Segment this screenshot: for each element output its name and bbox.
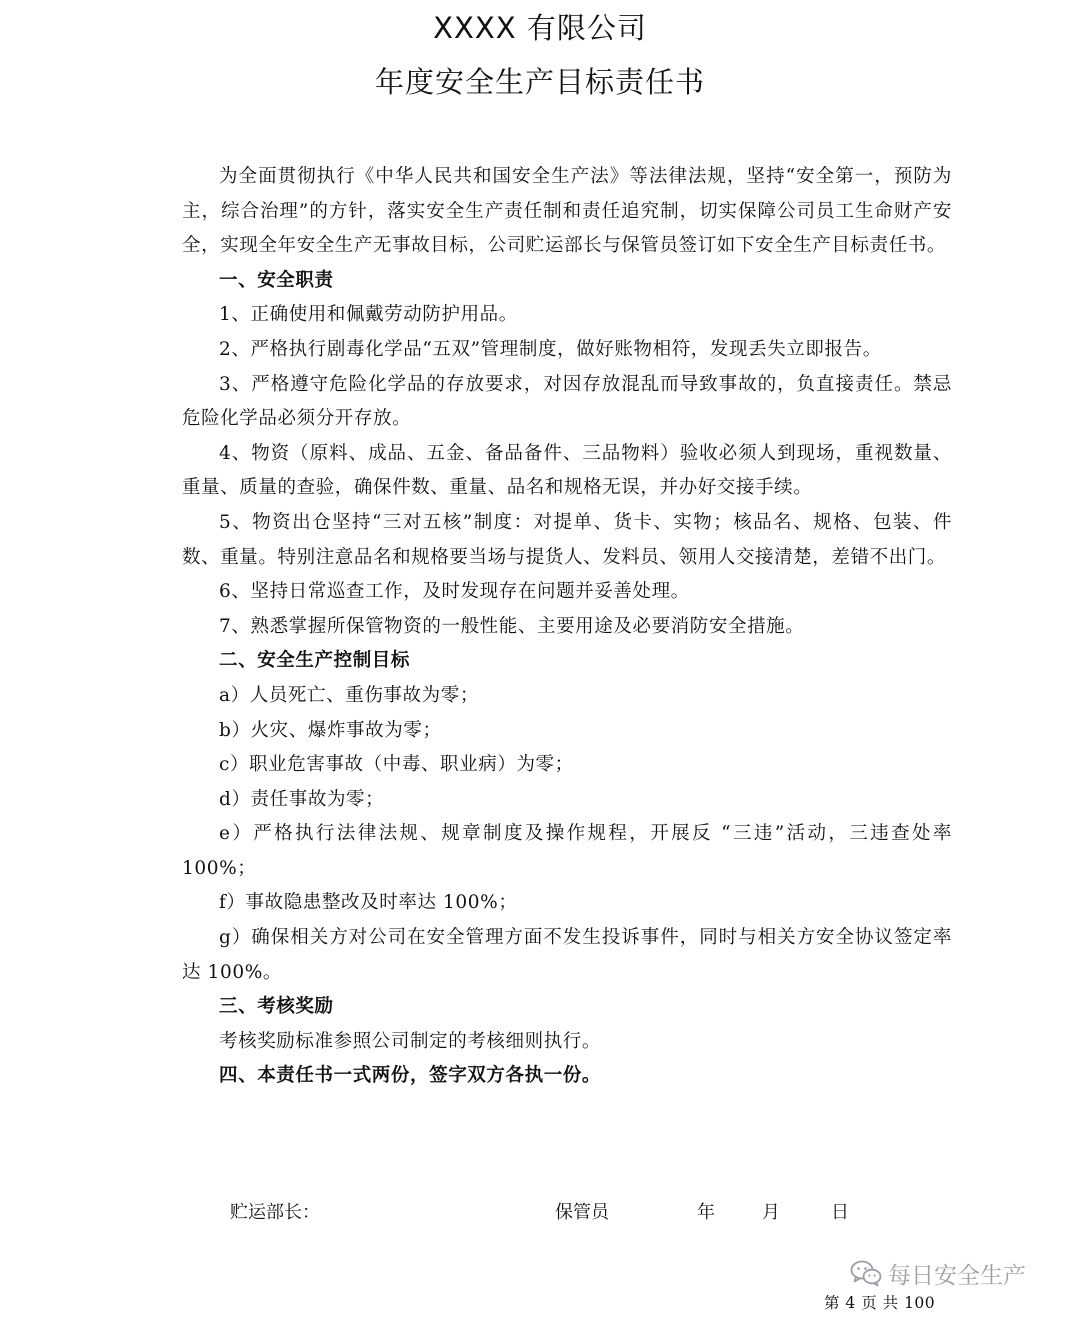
paragraph: g）确保相关方对公司在安全管理方面不发生投诉事件，同时与相关方安全协议签定率达 100%。: [182, 927, 952, 983]
paragraph: 1、正确使用和佩戴劳动防护用品。: [219, 304, 518, 326]
paragraph: f）事故隐患整改及时率达 100%；: [219, 892, 518, 914]
paragraph: 为全面贯彻执行《中华人民共和国安全生产法》等法律法规，坚持“安全第一，预防为主，综合治理”的方针，落实安全生产责任制和责任追究制，切实保障公司员工生命财产安全，实现全年安全生产无事故目标，公司贮运部长与保管员签订如下安全生产目标责任书。: [182, 166, 952, 257]
section-heading: 一、安全职责: [219, 269, 334, 291]
paragraph: 考核奖励标准参照公司制定的考核细则执行。: [219, 1030, 602, 1052]
signature-day: 日: [831, 1202, 849, 1223]
paragraph: 2、严格执行剧毒化学品“五双”管理制度，做好账物相符，发现丢失立即报告。: [219, 338, 882, 360]
signature-line: [0, 1198, 1080, 1228]
paragraph: 7、熟悉掌握所保管物资的一般性能、主要用途及必要消防安全措施。: [219, 615, 805, 637]
signature-right-label: 保管员: [555, 1202, 609, 1223]
document-body: [182, 160, 952, 1094]
paragraph: d）责任事故为零；: [219, 788, 385, 810]
section-heading: 二、安全生产控制目标: [219, 650, 411, 672]
paragraph: c）职业危害事故（中毒、职业病）为零；: [219, 754, 574, 776]
signature-month: 月: [762, 1202, 780, 1223]
page-footer: 第 4 页 共 100: [824, 1294, 936, 1312]
paragraph: b）火灾、爆炸事故为零；: [219, 719, 442, 741]
wechat-icon: [850, 1259, 882, 1287]
company-name: XXXX 有限公司: [433, 11, 647, 45]
section-heading: 四、本责任书一式两份，签字双方各执一份。: [219, 1065, 602, 1087]
paragraph: 6、坚持日常巡查工作，及时发现存在问题并妥善处理。: [219, 581, 690, 603]
signature-left-label: 贮运部长：: [230, 1202, 320, 1223]
signature-year: 年: [697, 1202, 715, 1223]
watermark-text: 每日安全生产: [888, 1262, 1026, 1289]
section-heading: 三、考核奖励: [219, 996, 334, 1018]
paragraph: 4、物资（原料、成品、五金、备品备件、三品物料）验收必须人到现场，重视数量、重量、质量的查验，确保件数、重量、品名和规格无误，并办好交接手续。: [182, 442, 952, 499]
paragraph: a）人员死亡、重伤事故为零；: [219, 684, 479, 706]
document-title: 年度安全生产目标责任书: [374, 65, 705, 99]
paragraph: 5、物资出仓坚持“三对五核”制度：对提单、货卡、实物；核品名、规格、包装、件数、重量。特别注意品名和规格要当场与提货人、发料员、领用人交接清楚，差错不出门。: [182, 511, 952, 568]
watermark: [850, 1256, 1026, 1290]
paragraph: e）严格执行法律法规、规章制度及操作规程，开展反 “三违”活动，三违查处率100%；: [182, 823, 952, 879]
paragraph: 3、严格遵守危险化学品的存放要求，对因存放混乱而导致事故的，负直接责任。禁忌危险化学品必须分开存放。: [182, 373, 952, 430]
